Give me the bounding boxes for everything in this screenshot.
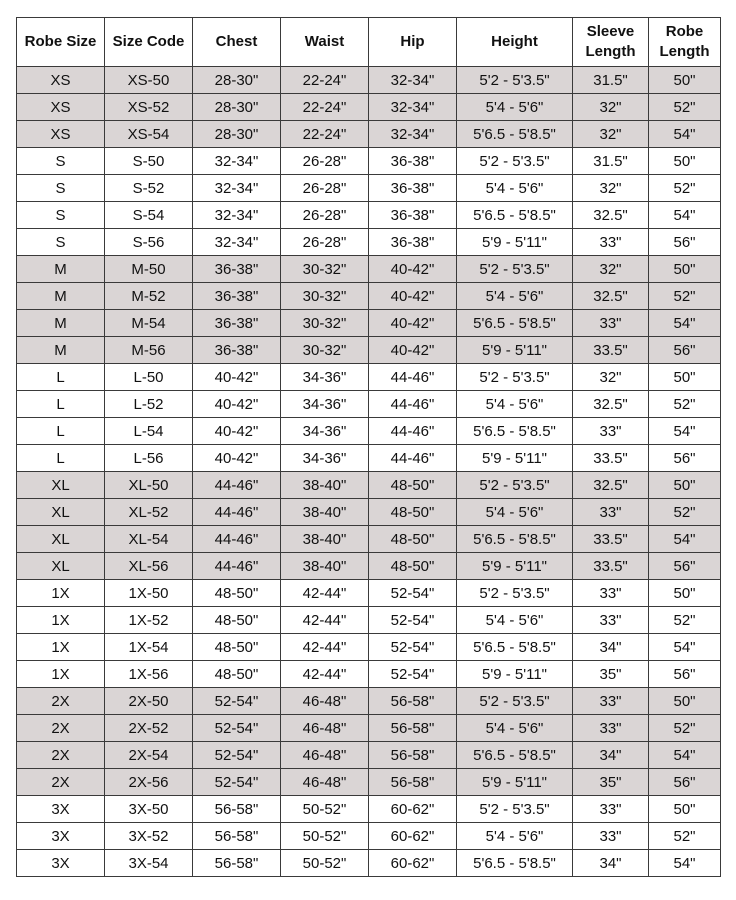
cell-hip: 60-62" (369, 823, 457, 850)
cell-waist: 22-24" (281, 67, 369, 94)
cell-size-code: L-56 (105, 445, 193, 472)
cell-hip: 44-46" (369, 391, 457, 418)
cell-hip: 32-34" (369, 94, 457, 121)
cell-robe-length: 50" (649, 688, 721, 715)
cell-hip: 44-46" (369, 445, 457, 472)
cell-hip: 36-38" (369, 148, 457, 175)
cell-robe-size: 3X (17, 796, 105, 823)
cell-sleeve-length: 32" (573, 256, 649, 283)
table-row (17, 283, 721, 310)
cell-height: 5'6.5 - 5'8.5" (457, 418, 573, 445)
cell-waist: 34-36" (281, 391, 369, 418)
cell-robe-size: XS (17, 94, 105, 121)
cell-sleeve-length: 34" (573, 742, 649, 769)
table-row (17, 607, 721, 634)
cell-sleeve-length: 33" (573, 418, 649, 445)
cell-waist: 26-28" (281, 229, 369, 256)
cell-size-code: 2X-52 (105, 715, 193, 742)
cell-height: 5'6.5 - 5'8.5" (457, 850, 573, 877)
cell-hip: 56-58" (369, 715, 457, 742)
cell-waist: 50-52" (281, 796, 369, 823)
cell-waist: 26-28" (281, 175, 369, 202)
table-row (17, 742, 721, 769)
table-row (17, 823, 721, 850)
cell-waist: 22-24" (281, 121, 369, 148)
cell-waist: 38-40" (281, 553, 369, 580)
cell-robe-size: M (17, 283, 105, 310)
cell-robe-size: XS (17, 67, 105, 94)
cell-sleeve-length: 32.5" (573, 391, 649, 418)
table-body (17, 67, 721, 877)
cell-size-code: 1X-54 (105, 634, 193, 661)
table-row (17, 445, 721, 472)
table-row (17, 553, 721, 580)
cell-size-code: 3X-50 (105, 796, 193, 823)
cell-hip: 36-38" (369, 229, 457, 256)
cell-robe-size: 3X (17, 850, 105, 877)
cell-hip: 40-42" (369, 256, 457, 283)
cell-robe-length: 54" (649, 634, 721, 661)
cell-chest: 44-46" (193, 472, 281, 499)
cell-robe-length: 50" (649, 796, 721, 823)
cell-robe-size: L (17, 418, 105, 445)
cell-sleeve-length: 33.5" (573, 445, 649, 472)
cell-size-code: L-50 (105, 364, 193, 391)
cell-sleeve-length: 33.5" (573, 337, 649, 364)
cell-size-code: 2X-50 (105, 688, 193, 715)
cell-height: 5'2 - 5'3.5" (457, 580, 573, 607)
table-row (17, 94, 721, 121)
cell-waist: 42-44" (281, 634, 369, 661)
cell-robe-length: 56" (649, 661, 721, 688)
cell-sleeve-length: 33" (573, 715, 649, 742)
cell-robe-length: 50" (649, 67, 721, 94)
cell-hip: 40-42" (369, 310, 457, 337)
cell-chest: 56-58" (193, 823, 281, 850)
cell-robe-length: 56" (649, 769, 721, 796)
cell-size-code: XL-54 (105, 526, 193, 553)
cell-hip: 48-50" (369, 499, 457, 526)
cell-robe-length: 50" (649, 364, 721, 391)
cell-height: 5'2 - 5'3.5" (457, 67, 573, 94)
cell-hip: 36-38" (369, 202, 457, 229)
table-row (17, 256, 721, 283)
cell-waist: 42-44" (281, 580, 369, 607)
cell-height: 5'2 - 5'3.5" (457, 796, 573, 823)
cell-robe-size: 3X (17, 823, 105, 850)
cell-waist: 30-32" (281, 310, 369, 337)
cell-sleeve-length: 33.5" (573, 553, 649, 580)
cell-robe-length: 54" (649, 850, 721, 877)
header-chest: Chest (193, 18, 281, 67)
cell-robe-size: 1X (17, 634, 105, 661)
cell-waist: 22-24" (281, 94, 369, 121)
cell-waist: 30-32" (281, 337, 369, 364)
cell-sleeve-length: 33" (573, 310, 649, 337)
cell-sleeve-length: 34" (573, 634, 649, 661)
cell-size-code: 3X-52 (105, 823, 193, 850)
cell-hip: 52-54" (369, 634, 457, 661)
cell-waist: 34-36" (281, 364, 369, 391)
cell-robe-length: 54" (649, 742, 721, 769)
cell-chest: 40-42" (193, 445, 281, 472)
cell-height: 5'9 - 5'11" (457, 229, 573, 256)
cell-chest: 28-30" (193, 67, 281, 94)
cell-size-code: S-52 (105, 175, 193, 202)
cell-hip: 48-50" (369, 526, 457, 553)
table-row (17, 769, 721, 796)
cell-waist: 30-32" (281, 283, 369, 310)
cell-waist: 46-48" (281, 715, 369, 742)
cell-hip: 56-58" (369, 769, 457, 796)
header-height: Height (457, 18, 573, 67)
header-robe-length: Robe Length (649, 18, 721, 67)
cell-sleeve-length: 33" (573, 823, 649, 850)
cell-hip: 52-54" (369, 580, 457, 607)
cell-robe-length: 52" (649, 94, 721, 121)
table-row (17, 148, 721, 175)
cell-chest: 36-38" (193, 283, 281, 310)
table-row (17, 418, 721, 445)
cell-waist: 38-40" (281, 526, 369, 553)
cell-robe-length: 50" (649, 148, 721, 175)
cell-robe-length: 56" (649, 337, 721, 364)
cell-height: 5'6.5 - 5'8.5" (457, 526, 573, 553)
cell-chest: 48-50" (193, 580, 281, 607)
table-row (17, 715, 721, 742)
cell-height: 5'2 - 5'3.5" (457, 256, 573, 283)
cell-size-code: S-56 (105, 229, 193, 256)
cell-sleeve-length: 32" (573, 94, 649, 121)
cell-robe-length: 50" (649, 580, 721, 607)
cell-chest: 52-54" (193, 769, 281, 796)
table-row (17, 175, 721, 202)
cell-height: 5'6.5 - 5'8.5" (457, 121, 573, 148)
cell-height: 5'4 - 5'6" (457, 499, 573, 526)
cell-robe-size: L (17, 391, 105, 418)
cell-size-code: S-54 (105, 202, 193, 229)
cell-chest: 52-54" (193, 688, 281, 715)
size-chart-table (16, 17, 721, 877)
cell-height: 5'4 - 5'6" (457, 175, 573, 202)
cell-size-code: XS-54 (105, 121, 193, 148)
cell-height: 5'2 - 5'3.5" (457, 364, 573, 391)
cell-hip: 52-54" (369, 661, 457, 688)
cell-robe-size: 1X (17, 607, 105, 634)
cell-sleeve-length: 32.5" (573, 202, 649, 229)
cell-hip: 56-58" (369, 742, 457, 769)
cell-height: 5'2 - 5'3.5" (457, 148, 573, 175)
table-row (17, 202, 721, 229)
cell-robe-size: S (17, 202, 105, 229)
cell-hip: 48-50" (369, 472, 457, 499)
cell-robe-length: 52" (649, 391, 721, 418)
cell-robe-length: 52" (649, 499, 721, 526)
cell-size-code: XL-52 (105, 499, 193, 526)
table-row (17, 688, 721, 715)
cell-robe-size: 2X (17, 742, 105, 769)
cell-robe-length: 52" (649, 715, 721, 742)
header-robe-size: Robe Size (17, 18, 105, 67)
cell-height: 5'4 - 5'6" (457, 607, 573, 634)
cell-robe-length: 50" (649, 472, 721, 499)
cell-chest: 40-42" (193, 364, 281, 391)
cell-size-code: XL-56 (105, 553, 193, 580)
cell-chest: 48-50" (193, 607, 281, 634)
cell-chest: 32-34" (193, 175, 281, 202)
cell-robe-length: 54" (649, 418, 721, 445)
cell-chest: 36-38" (193, 337, 281, 364)
cell-chest: 36-38" (193, 256, 281, 283)
table-row (17, 310, 721, 337)
cell-sleeve-length: 31.5" (573, 67, 649, 94)
cell-hip: 44-46" (369, 364, 457, 391)
cell-chest: 32-34" (193, 229, 281, 256)
cell-hip: 32-34" (369, 67, 457, 94)
cell-waist: 46-48" (281, 742, 369, 769)
cell-robe-size: S (17, 229, 105, 256)
cell-robe-length: 56" (649, 553, 721, 580)
cell-size-code: M-54 (105, 310, 193, 337)
cell-robe-size: M (17, 337, 105, 364)
cell-robe-size: S (17, 175, 105, 202)
cell-waist: 46-48" (281, 688, 369, 715)
cell-robe-length: 54" (649, 526, 721, 553)
cell-robe-size: M (17, 310, 105, 337)
cell-hip: 40-42" (369, 337, 457, 364)
cell-robe-length: 52" (649, 823, 721, 850)
table-row (17, 121, 721, 148)
cell-height: 5'4 - 5'6" (457, 283, 573, 310)
cell-sleeve-length: 32.5" (573, 283, 649, 310)
cell-chest: 44-46" (193, 499, 281, 526)
cell-size-code: 1X-50 (105, 580, 193, 607)
cell-hip: 32-34" (369, 121, 457, 148)
cell-size-code: 1X-56 (105, 661, 193, 688)
cell-robe-length: 56" (649, 445, 721, 472)
cell-chest: 44-46" (193, 553, 281, 580)
cell-chest: 28-30" (193, 94, 281, 121)
cell-chest: 48-50" (193, 661, 281, 688)
cell-waist: 34-36" (281, 445, 369, 472)
table-row (17, 634, 721, 661)
cell-size-code: M-56 (105, 337, 193, 364)
cell-robe-size: XS (17, 121, 105, 148)
table-row (17, 337, 721, 364)
cell-chest: 32-34" (193, 202, 281, 229)
cell-size-code: L-52 (105, 391, 193, 418)
cell-robe-length: 52" (649, 607, 721, 634)
cell-sleeve-length: 32" (573, 364, 649, 391)
table-row (17, 526, 721, 553)
cell-sleeve-length: 33" (573, 607, 649, 634)
cell-height: 5'4 - 5'6" (457, 823, 573, 850)
cell-waist: 50-52" (281, 850, 369, 877)
header-hip: Hip (369, 18, 457, 67)
cell-height: 5'2 - 5'3.5" (457, 472, 573, 499)
table-header (17, 18, 721, 67)
cell-robe-size: M (17, 256, 105, 283)
cell-height: 5'9 - 5'11" (457, 769, 573, 796)
cell-robe-length: 54" (649, 310, 721, 337)
cell-height: 5'6.5 - 5'8.5" (457, 310, 573, 337)
cell-robe-size: L (17, 364, 105, 391)
cell-robe-size: 2X (17, 715, 105, 742)
header-size-code: Size Code (105, 18, 193, 67)
cell-waist: 34-36" (281, 418, 369, 445)
cell-waist: 38-40" (281, 472, 369, 499)
cell-robe-size: 2X (17, 769, 105, 796)
table-row (17, 580, 721, 607)
cell-height: 5'4 - 5'6" (457, 715, 573, 742)
cell-chest: 44-46" (193, 526, 281, 553)
cell-robe-size: XL (17, 553, 105, 580)
table-row (17, 499, 721, 526)
table-row (17, 364, 721, 391)
header-waist: Waist (281, 18, 369, 67)
cell-robe-size: S (17, 148, 105, 175)
cell-sleeve-length: 35" (573, 769, 649, 796)
cell-robe-size: 1X (17, 661, 105, 688)
cell-waist: 26-28" (281, 148, 369, 175)
cell-chest: 52-54" (193, 742, 281, 769)
cell-robe-length: 56" (649, 229, 721, 256)
cell-sleeve-length: 33" (573, 580, 649, 607)
cell-size-code: 2X-56 (105, 769, 193, 796)
table-row (17, 472, 721, 499)
cell-hip: 56-58" (369, 688, 457, 715)
cell-chest: 56-58" (193, 796, 281, 823)
cell-waist: 42-44" (281, 607, 369, 634)
cell-robe-size: 2X (17, 688, 105, 715)
cell-waist: 30-32" (281, 256, 369, 283)
cell-chest: 36-38" (193, 310, 281, 337)
cell-height: 5'6.5 - 5'8.5" (457, 742, 573, 769)
table-row (17, 796, 721, 823)
cell-sleeve-length: 32.5" (573, 472, 649, 499)
cell-hip: 60-62" (369, 850, 457, 877)
cell-waist: 46-48" (281, 769, 369, 796)
cell-hip: 40-42" (369, 283, 457, 310)
cell-sleeve-length: 31.5" (573, 148, 649, 175)
cell-size-code: 3X-54 (105, 850, 193, 877)
table-row (17, 67, 721, 94)
cell-robe-length: 54" (649, 121, 721, 148)
cell-height: 5'9 - 5'11" (457, 337, 573, 364)
table-row (17, 229, 721, 256)
cell-sleeve-length: 33" (573, 499, 649, 526)
cell-sleeve-length: 35" (573, 661, 649, 688)
cell-robe-size: XL (17, 499, 105, 526)
cell-height: 5'6.5 - 5'8.5" (457, 634, 573, 661)
header-sleeve-length: Sleeve Length (573, 18, 649, 67)
cell-robe-length: 52" (649, 175, 721, 202)
cell-chest: 52-54" (193, 715, 281, 742)
cell-robe-size: XL (17, 526, 105, 553)
cell-size-code: M-52 (105, 283, 193, 310)
cell-robe-length: 54" (649, 202, 721, 229)
cell-height: 5'6.5 - 5'8.5" (457, 202, 573, 229)
cell-size-code: XS-50 (105, 67, 193, 94)
cell-sleeve-length: 33" (573, 796, 649, 823)
table-row (17, 850, 721, 877)
cell-height: 5'9 - 5'11" (457, 661, 573, 688)
cell-chest: 56-58" (193, 850, 281, 877)
cell-robe-size: 1X (17, 580, 105, 607)
cell-robe-size: L (17, 445, 105, 472)
cell-chest: 40-42" (193, 418, 281, 445)
cell-height: 5'2 - 5'3.5" (457, 688, 573, 715)
cell-chest: 32-34" (193, 148, 281, 175)
cell-robe-length: 50" (649, 256, 721, 283)
cell-size-code: 1X-52 (105, 607, 193, 634)
cell-hip: 44-46" (369, 418, 457, 445)
cell-robe-length: 52" (649, 283, 721, 310)
cell-waist: 26-28" (281, 202, 369, 229)
table-row (17, 391, 721, 418)
cell-hip: 48-50" (369, 553, 457, 580)
cell-hip: 60-62" (369, 796, 457, 823)
cell-hip: 52-54" (369, 607, 457, 634)
cell-height: 5'4 - 5'6" (457, 94, 573, 121)
cell-size-code: L-54 (105, 418, 193, 445)
cell-chest: 28-30" (193, 121, 281, 148)
cell-waist: 38-40" (281, 499, 369, 526)
cell-height: 5'9 - 5'11" (457, 445, 573, 472)
header-row (17, 18, 721, 67)
cell-height: 5'4 - 5'6" (457, 391, 573, 418)
cell-size-code: S-50 (105, 148, 193, 175)
cell-chest: 40-42" (193, 391, 281, 418)
cell-size-code: XS-52 (105, 94, 193, 121)
cell-waist: 50-52" (281, 823, 369, 850)
cell-sleeve-length: 34" (573, 850, 649, 877)
cell-sleeve-length: 32" (573, 175, 649, 202)
cell-chest: 48-50" (193, 634, 281, 661)
cell-sleeve-length: 33.5" (573, 526, 649, 553)
cell-sleeve-length: 33" (573, 229, 649, 256)
cell-sleeve-length: 33" (573, 688, 649, 715)
cell-hip: 36-38" (369, 175, 457, 202)
cell-size-code: M-50 (105, 256, 193, 283)
cell-sleeve-length: 32" (573, 121, 649, 148)
cell-size-code: XL-50 (105, 472, 193, 499)
table-row (17, 661, 721, 688)
cell-height: 5'9 - 5'11" (457, 553, 573, 580)
cell-robe-size: XL (17, 472, 105, 499)
cell-size-code: 2X-54 (105, 742, 193, 769)
cell-waist: 42-44" (281, 661, 369, 688)
